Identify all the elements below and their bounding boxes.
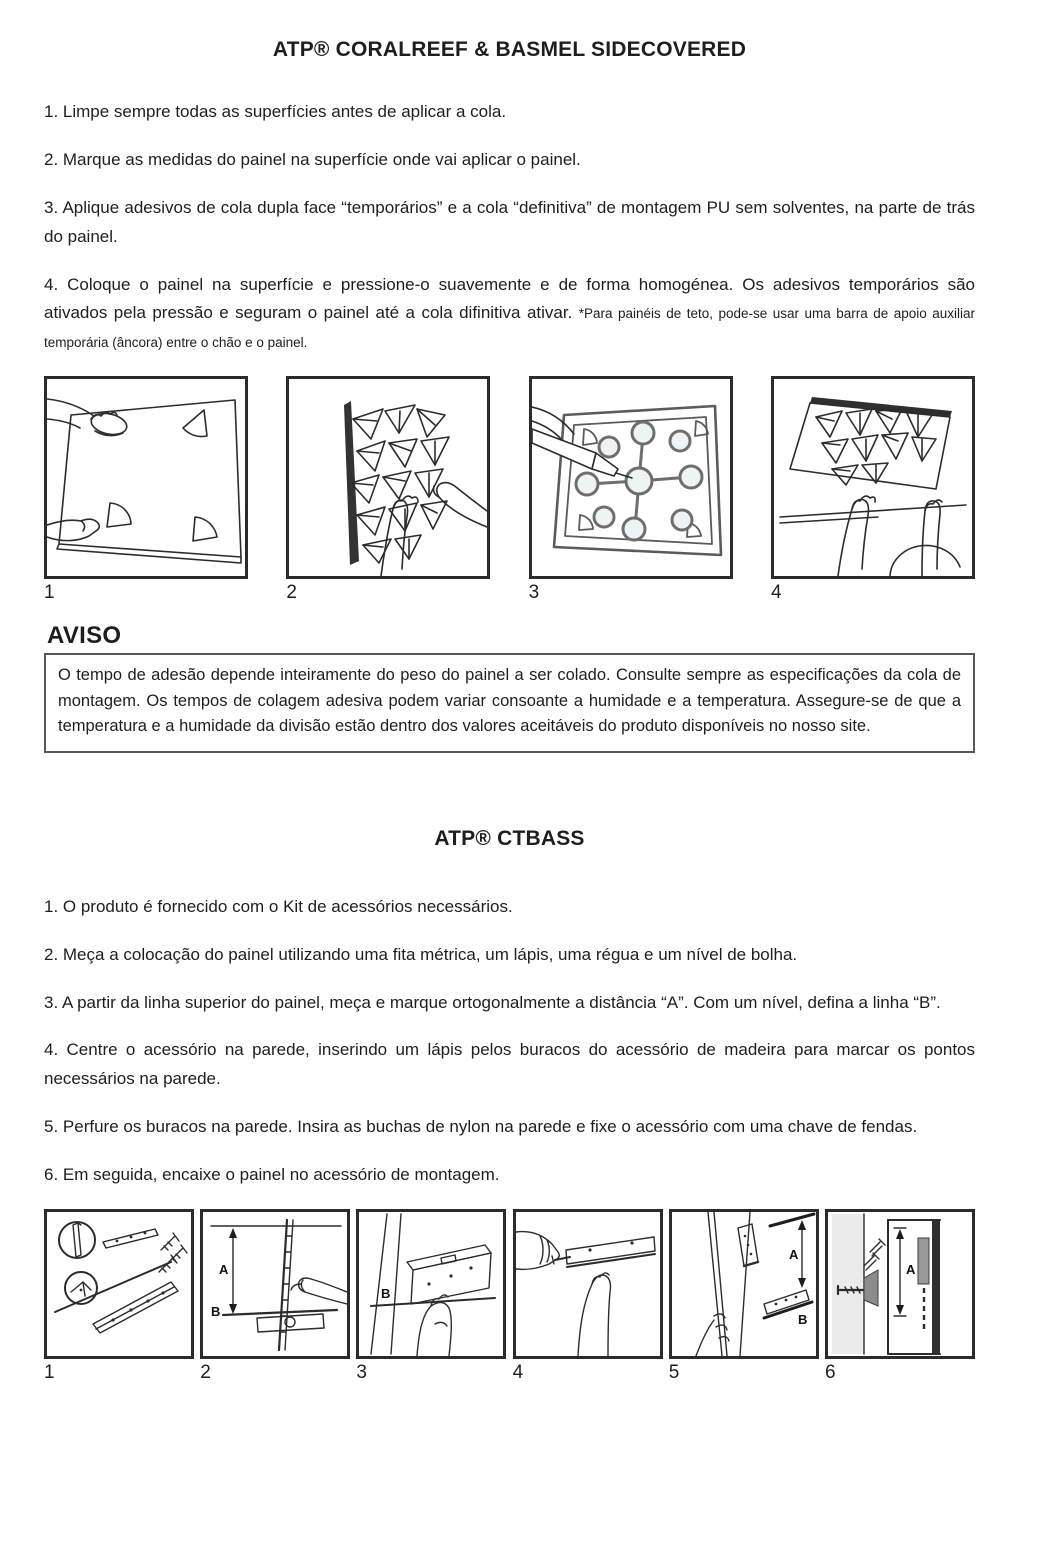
figure-coralreef-3 — [529, 376, 733, 604]
coralreef-step-4-text: 4. Coloque o painel na superfície e pressione-o suavemente e de forma homogénea. Os adesivos temporários são ativados pela pressão e seguram o painel até a cola difinitiva ativar. — [44, 274, 975, 323]
figure-number: 4 — [512, 1362, 524, 1383]
label-b: B — [211, 1304, 221, 1319]
figure-ctbass-5 — [669, 1209, 819, 1384]
apply-glue-illustration — [532, 379, 730, 576]
figure-box — [356, 1209, 506, 1359]
ctbass-step-1: 1. O produto é fornecido com o Kit de acessórios necessários. — [44, 896, 513, 916]
ctbass-step-2: 2. Meça a colocação do painel utilizando uma fita métrica, um lápis, uma régua e um nível de bolha. — [44, 944, 798, 964]
coralreef-figure-row — [44, 376, 975, 604]
coralreef-step-4-footnote: *Para painéis de teto, pode-se usar uma barra de apoio auxiliar temporária (âncora) entre o chão e o painel. — [44, 306, 975, 351]
label-a: A — [219, 1262, 229, 1277]
figure-coralreef-4 — [771, 376, 975, 604]
ctbass-step-4: 4. Centre o acessório na parede, inserindo um lápis pelos buracos do acessório de madeira para marcar os pontos necessários na parede. — [44, 1040, 975, 1089]
coralreef-step-2: 2. Marque as medidas do painel na superfície onde vai aplicar o painel. — [44, 149, 581, 169]
coralreef-step-1: 1. Limpe sempre todas as superfícies antes de aplicar a cola. — [44, 102, 507, 121]
position-accessory-illustration — [359, 1212, 503, 1356]
figure-number: 4 — [770, 582, 782, 604]
figure-ctbass-1 — [44, 1209, 194, 1384]
label-a: A — [905, 1262, 916, 1277]
panel-cleats-illustration — [672, 1212, 816, 1356]
figure-box — [200, 1209, 350, 1359]
figure-number: 1 — [44, 582, 55, 604]
figure-box — [771, 376, 975, 579]
figure-number: 6 — [824, 1362, 836, 1383]
warning-title: AVISO — [47, 622, 122, 650]
figure-box — [529, 376, 733, 579]
figure-box — [44, 1209, 194, 1359]
figure-number: 2 — [286, 582, 297, 604]
figure-box — [825, 1209, 975, 1359]
hold-panel-illustration — [289, 379, 487, 576]
figure-box — [513, 1209, 663, 1359]
figure-box — [44, 376, 248, 579]
coralreef-step-4 — [44, 271, 975, 358]
figure-box — [286, 376, 490, 579]
warning-box: O tempo de adesão depende inteiramente do peso do painel a ser colado. Consulte sempre as especificações da cola de montagem. Os tempos de colagem adesiva podem variar consoante a humidade e a temperatura. Assegure-se de que a temperatura e a humidade da divisão estão dentro dos valores aceitáveis do produto disponíveis no nosso site. — [44, 653, 975, 753]
ctbass-figure-row — [44, 1209, 975, 1384]
figure-number: 5 — [668, 1362, 680, 1383]
figure-ctbass-4 — [513, 1209, 663, 1384]
figure-number: 1 — [44, 1362, 55, 1383]
figure-box — [669, 1209, 819, 1359]
section-title-ctbass: ATP® CTBASS — [434, 826, 585, 850]
figure-coralreef-2 — [286, 376, 490, 604]
figure-ctbass-2 — [200, 1209, 350, 1384]
coralreef-step-3: 3. Aplique adesivos de cola dupla face “temporários” e a cola “definitiva” de montagem PU sem solventes, na parte de trás do painel. — [44, 197, 975, 246]
measure-distance-illustration — [203, 1212, 347, 1356]
mount-cross-section-illustration — [828, 1212, 972, 1356]
ctbass-step-6: 6. Em seguida, encaixe o painel no acessório de montagem. — [44, 1165, 500, 1185]
section-coralreef — [44, 38, 975, 753]
section-title-coralreef: ATP® CORALREEF & BASMEL SIDECOVERED — [272, 38, 747, 61]
clean-surface-illustration — [47, 379, 245, 576]
screw-accessory-illustration — [516, 1212, 660, 1356]
figure-number: 3 — [528, 582, 540, 604]
figure-number: 3 — [356, 1362, 367, 1383]
section-ctbass — [44, 827, 975, 1384]
press-panel-illustration — [774, 379, 972, 576]
figure-ctbass-6 — [825, 1209, 975, 1384]
ctbass-step-3: 3. A partir da linha superior do painel, meça e marque ortogonalmente a distância “A”. Com um nível, defina a linha “B”. — [44, 992, 941, 1012]
figure-coralreef-1 — [44, 376, 248, 604]
accessory-kit-illustration — [47, 1212, 191, 1356]
label-b: B — [381, 1286, 391, 1301]
ctbass-step-5: 5. Perfure os buracos na parede. Insira as buchas de nylon na parede e fixe o acessório com uma chave de fendas. — [44, 1117, 918, 1137]
label-b: B — [797, 1312, 808, 1327]
figure-number: 2 — [200, 1362, 211, 1383]
figure-ctbass-3 — [356, 1209, 506, 1384]
label-a: A — [788, 1247, 799, 1262]
